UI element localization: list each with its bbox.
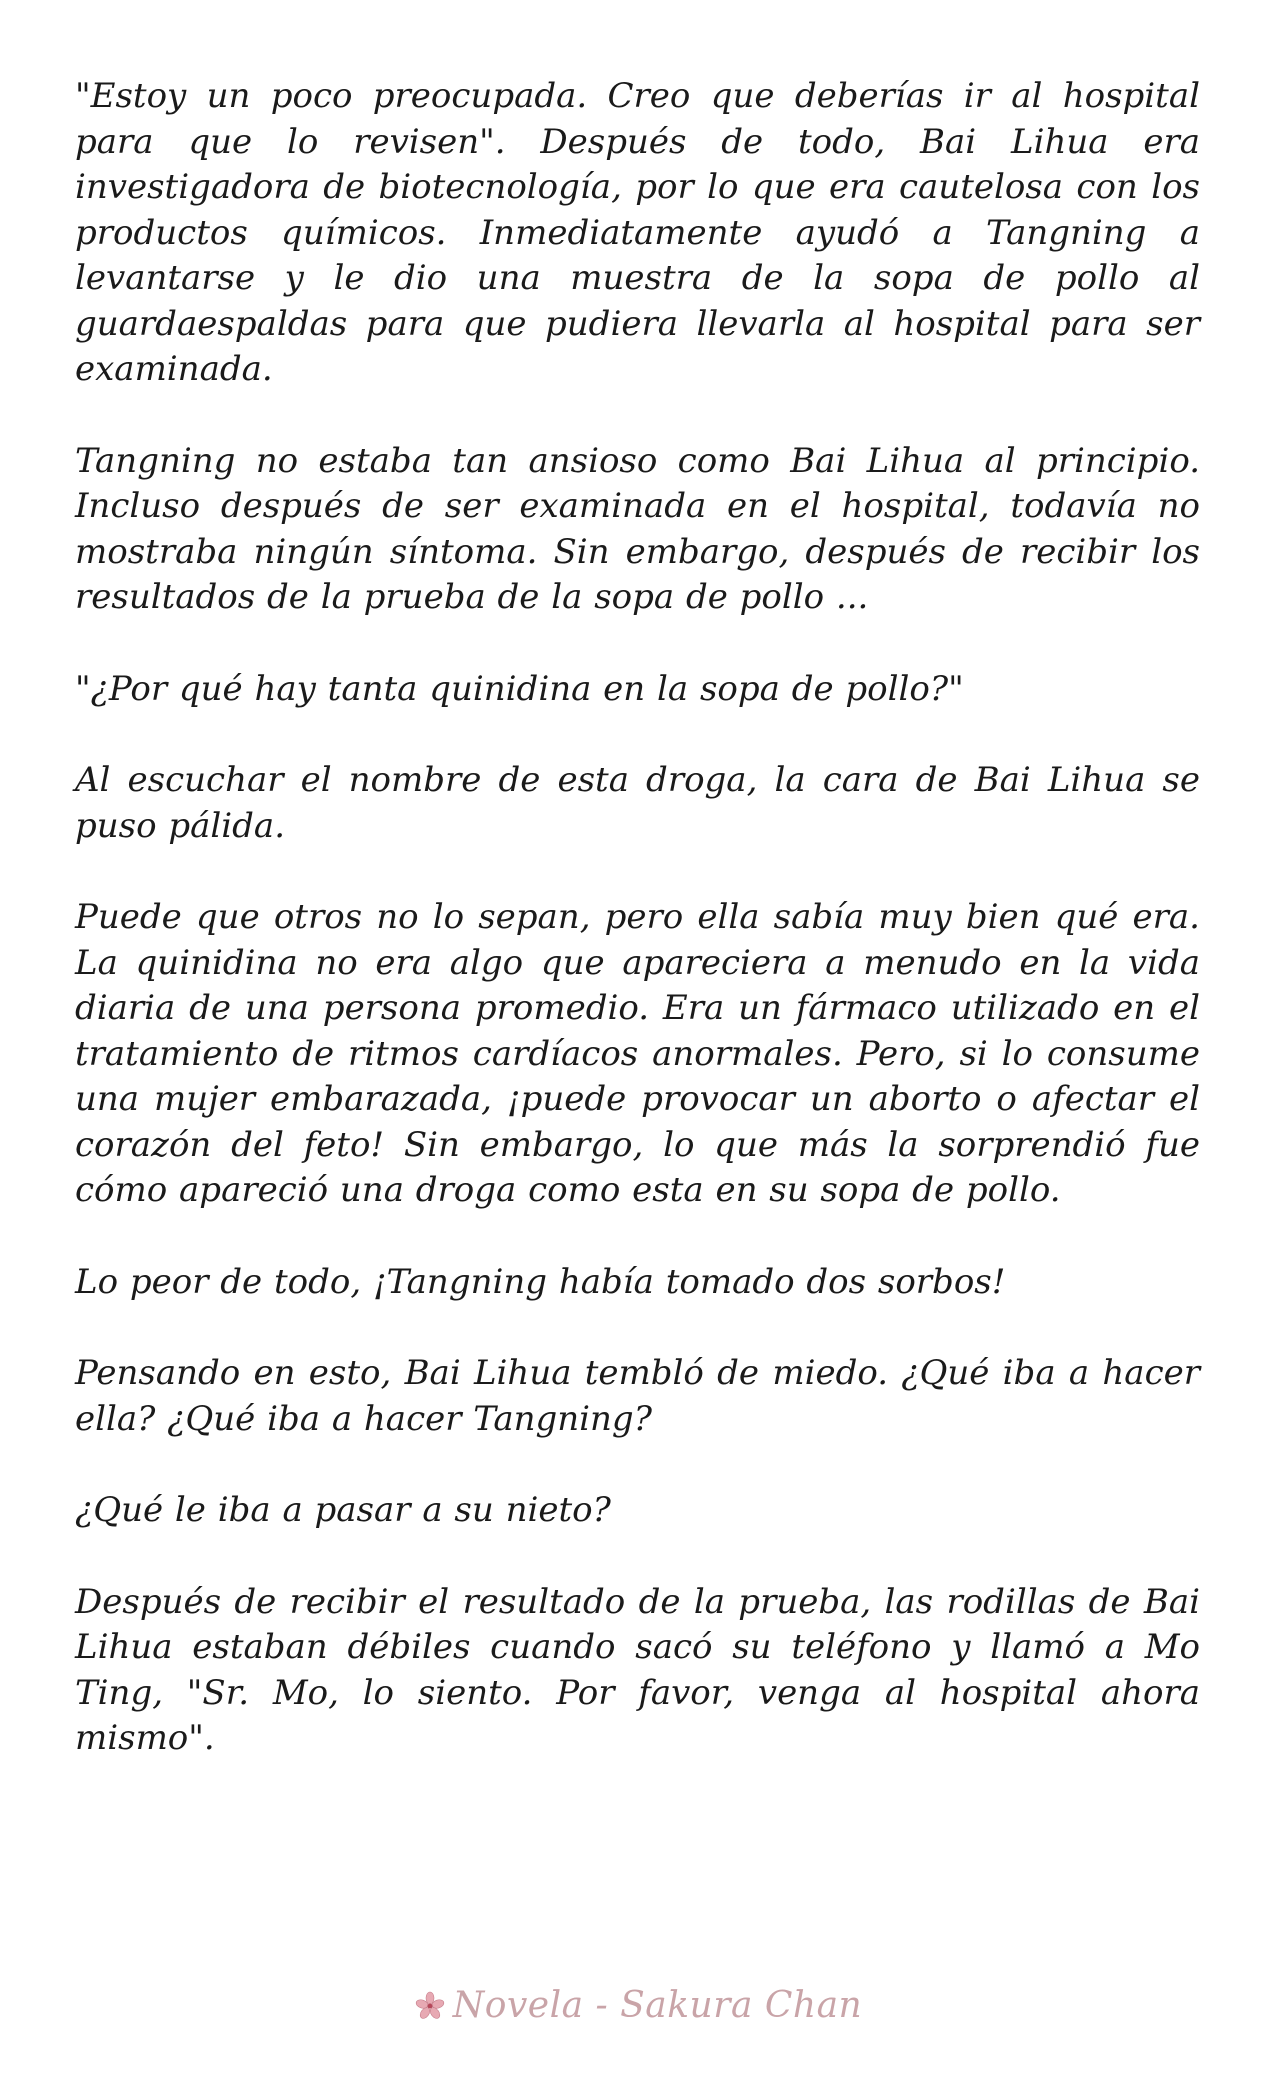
sakura-flower-icon xyxy=(413,1989,447,2019)
watermark-footer xyxy=(0,1985,1275,2026)
document-body xyxy=(75,74,1200,1808)
paragraph: ¿Qué le iba a pasar a su nieto? xyxy=(75,1490,611,1530)
paragraph: "¿Por qué hay tanta quinidina en la sopa de pollo?" xyxy=(75,668,964,709)
paragraph: Lo peor de todo, ¡Tangning había tomado dos sorbos! xyxy=(75,1261,1006,1302)
paragraph: Puede que otros no lo sepan, pero ella sabía muy bien qué era. La quinidina no era algo que apareciera a menudo en la vida diaria de una persona promedio. Era un fármaco utilizado en el tratamiento de ritmos cardíacos anormales. Pero, si lo consume una mujer embarazada, ¡puede provocar un aborto o afectar el corazón del feto! Sin embargo, lo que más la sorprendió fue cómo apareció una droga como esta en su sopa de pollo. xyxy=(75,897,1200,1210)
paragraph: Después de recibir el resultado de la prueba, las rodillas de Bai Lihua estaban débiles cuando sacó su teléfono y llamó a Mo Ting, "Sr. Mo, lo siento. Por favor, venga al hospital ahora mismo". xyxy=(75,1581,1200,1758)
paragraph: Pensando en esto, Bai Lihua tembló de miedo. ¿Qué iba a hacer ella? ¿Qué iba a hacer Tangning? xyxy=(75,1353,1200,1439)
paragraph: Al escuchar el nombre de esta droga, la cara de Bai Lihua se puso pálida. xyxy=(75,760,1200,846)
paragraph: Tangning no estaba tan ansioso como Bai Lihua al principio. Incluso después de ser examinada en el hospital, todavía no mostraba ningún síntoma. Sin embargo, después de recibir los resultados de la prueba de la sopa de pollo ... xyxy=(75,440,1200,617)
paragraph: "Estoy un poco preocupada. Creo que deberías ir al hospital para que lo revisen". Después de todo, Bai Lihua era investigadora de biotecnología, por lo que era cautelosa con los productos químicos. Inmediatamente ayudó a Tangning a levantarse y le dio una muestra de la sopa de pollo al guardaespaldas para que pudiera llevarla al hospital para ser examinada. xyxy=(75,76,1200,389)
footer-text: Novela - Sakura Chan xyxy=(452,1985,863,2026)
